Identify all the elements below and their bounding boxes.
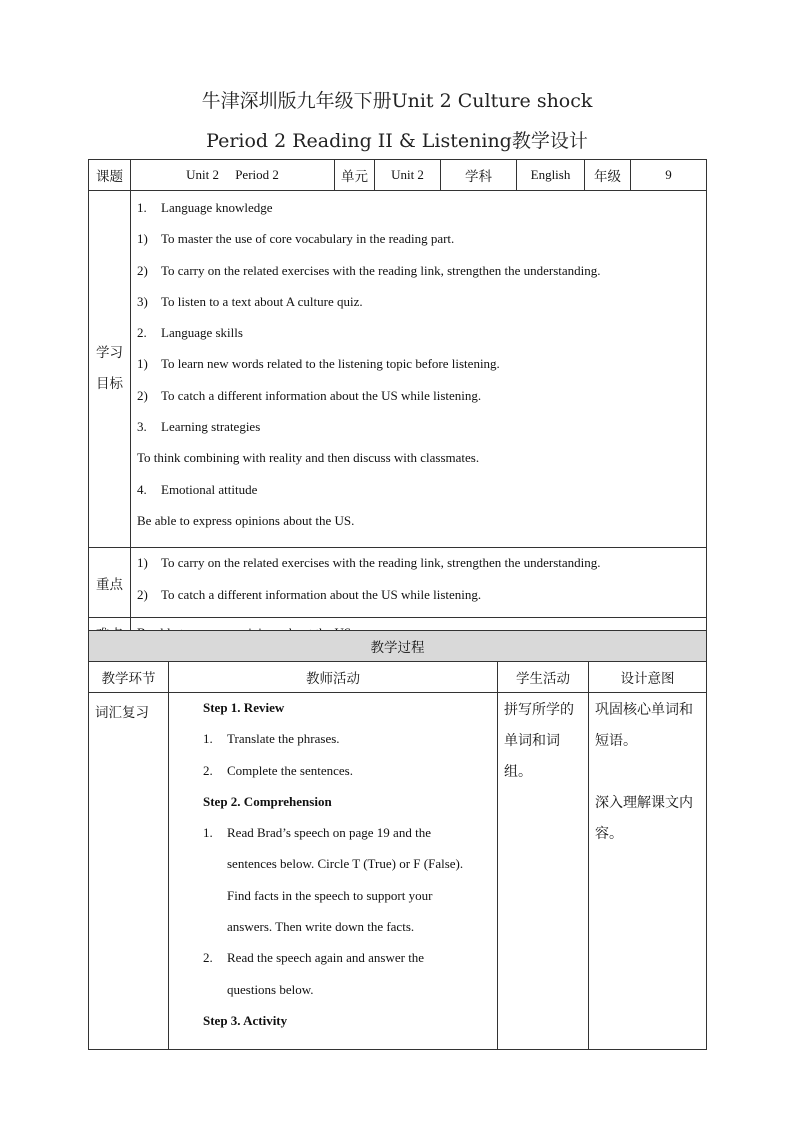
- teacher-activity-line-number: 1.: [203, 825, 213, 841]
- teacher-activity-line: [203, 887, 491, 918]
- teacher-activity-line-text: Find facts in the speech to support your: [227, 887, 433, 903]
- objective-line-text: Language knowledge: [161, 200, 273, 215]
- objective-line: [137, 449, 700, 480]
- objective-line-number: 1): [137, 356, 148, 372]
- objectives-label-line1: 学习: [96, 345, 123, 362]
- objective-line-number: 3.: [137, 419, 147, 435]
- process-row-vocab-review: [89, 693, 707, 1050]
- objective-line-number: 2): [137, 262, 148, 278]
- info-row: [89, 160, 707, 191]
- intent-line2: 短语。: [595, 733, 637, 749]
- lesson-info-table: [88, 159, 707, 649]
- teacher-activity-line: [203, 824, 491, 855]
- objective-line: [137, 262, 700, 293]
- process-heading: 教学过程: [89, 631, 707, 662]
- design-intent-cell: [589, 693, 707, 1050]
- intent-line3: 深入理解课文内: [595, 795, 693, 811]
- process-header-row: [89, 662, 707, 693]
- objective-line-text: To catch a different information about the US while listening.: [161, 387, 482, 403]
- objective-line-text: Emotional attitude: [161, 481, 258, 497]
- objective-line-number: 1.: [137, 200, 147, 215]
- intent-line1: 巩固核心单词和: [595, 702, 693, 718]
- objective-line-text: To carry on the related exercises with the reading link, strengthen the understanding.: [161, 262, 601, 278]
- stage-cell: 词汇复习: [89, 693, 169, 1050]
- teacher-activity-line: [203, 730, 491, 761]
- teacher-activity-line-text: Step 1. Review: [203, 700, 285, 715]
- objectives-label-line2: 目标: [96, 376, 123, 393]
- objective-line-number: 2): [137, 387, 148, 403]
- teacher-activity-line: [203, 1012, 491, 1043]
- unit-value: Unit 2: [375, 160, 441, 191]
- key-point-line-number: 1): [137, 555, 148, 571]
- teacher-activity-line: [203, 762, 491, 793]
- objective-line: [137, 418, 700, 449]
- objective-line: [137, 481, 700, 512]
- subject-value: English: [517, 160, 585, 191]
- objective-line: [137, 324, 700, 355]
- objective-line-text: To master the use of core vocabulary in the reading part.: [161, 231, 455, 247]
- teacher-activity-line: [203, 949, 491, 980]
- key-points-row: [89, 548, 707, 618]
- objective-line-text: Be able to express opinions about the US.: [137, 512, 355, 528]
- key-point-line-text: To carry on the related exercises with the reading link, strengthen the understanding.: [161, 555, 601, 571]
- objective-line-number: 3): [137, 293, 148, 309]
- process-table: [88, 630, 707, 1050]
- topic-label: 课题: [89, 160, 131, 191]
- objectives-row: [89, 191, 707, 548]
- teacher-activity-line-text: Read Brad’s speech on page 19 and the: [227, 825, 431, 841]
- objective-line-text: To think combining with reality and then discuss with classmates.: [137, 450, 480, 466]
- objective-line: [137, 230, 700, 261]
- teacher-activity-line-text: Complete the sentences.: [227, 762, 353, 778]
- objective-line: [137, 355, 700, 386]
- col-stage: 教学环节: [89, 662, 169, 693]
- teacher-activity-line-text: questions below.: [227, 981, 314, 997]
- key-points-label: 重点: [89, 548, 131, 618]
- student-activity-line1: 拼写所学的: [504, 702, 574, 718]
- teacher-activity-line-text: sentences below. Circle T (True) or F (False).: [227, 856, 464, 872]
- teacher-activity-line-number: 2.: [203, 762, 213, 778]
- key-point-line: [137, 586, 700, 617]
- teacher-activity-line: [203, 793, 491, 824]
- teacher-activity-line-number: 1.: [203, 731, 213, 747]
- teacher-activity-line-text: answers. Then write down the facts.: [227, 919, 415, 935]
- teacher-activity-cell: [169, 693, 498, 1050]
- objective-line: [137, 512, 700, 543]
- document-title-line1: 牛津深圳版九年级下册Unit 2 Culture shock: [201, 90, 593, 112]
- subject-label: 学科: [441, 160, 517, 191]
- objective-line-text: Language skills: [161, 325, 243, 341]
- objective-line-number: 1): [137, 231, 148, 247]
- grade-label: 年级: [585, 160, 631, 191]
- teacher-activity-line-number: 2.: [203, 950, 213, 966]
- col-intent: 设计意图: [589, 662, 707, 693]
- col-student: 学生活动: [498, 662, 589, 693]
- key-points-content: [131, 548, 707, 618]
- objectives-label: [89, 191, 131, 548]
- objective-line: [137, 293, 700, 324]
- objective-line-number: 2.: [137, 325, 147, 341]
- key-point-line: [137, 554, 700, 585]
- unit-label: 单元: [335, 160, 375, 191]
- intent-line4: 容。: [595, 826, 623, 842]
- grade-value: 9: [631, 160, 707, 191]
- teacher-activity-line-text: Translate the phrases.: [227, 731, 340, 747]
- objective-line-number: 4.: [137, 481, 147, 497]
- objective-line: [137, 387, 700, 418]
- student-activity-cell: [498, 693, 589, 1050]
- objective-line-text: Learning strategies: [161, 419, 261, 435]
- objectives-content: [131, 191, 707, 548]
- objective-line-text: To listen to a text about A culture quiz.: [161, 293, 363, 309]
- objective-line-text: To learn new words related to the listening topic before listening.: [161, 356, 500, 372]
- teacher-activity-line: [203, 918, 491, 949]
- key-point-line-text: To catch a different information about the US while listening.: [161, 586, 482, 602]
- topic-value: Unit 2 Period 2: [131, 160, 335, 191]
- teacher-activity-line: [203, 699, 491, 730]
- teacher-activity-line-text: Step 3. Activity: [203, 1012, 288, 1028]
- key-point-line-number: 2): [137, 586, 148, 602]
- objective-line: [137, 199, 700, 230]
- teacher-activity-line: [203, 855, 491, 886]
- col-teacher: 教师活动: [169, 662, 498, 693]
- teacher-activity-line: [203, 981, 491, 1012]
- document-title-line2: Period 2 Reading II & Listening教学设计: [206, 130, 588, 152]
- student-activity-line2: 单词和词组。: [504, 733, 560, 780]
- teacher-activity-line-text: Read the speech again and answer the: [227, 950, 425, 966]
- teacher-activity-line-text: Step 2. Comprehension: [203, 793, 332, 809]
